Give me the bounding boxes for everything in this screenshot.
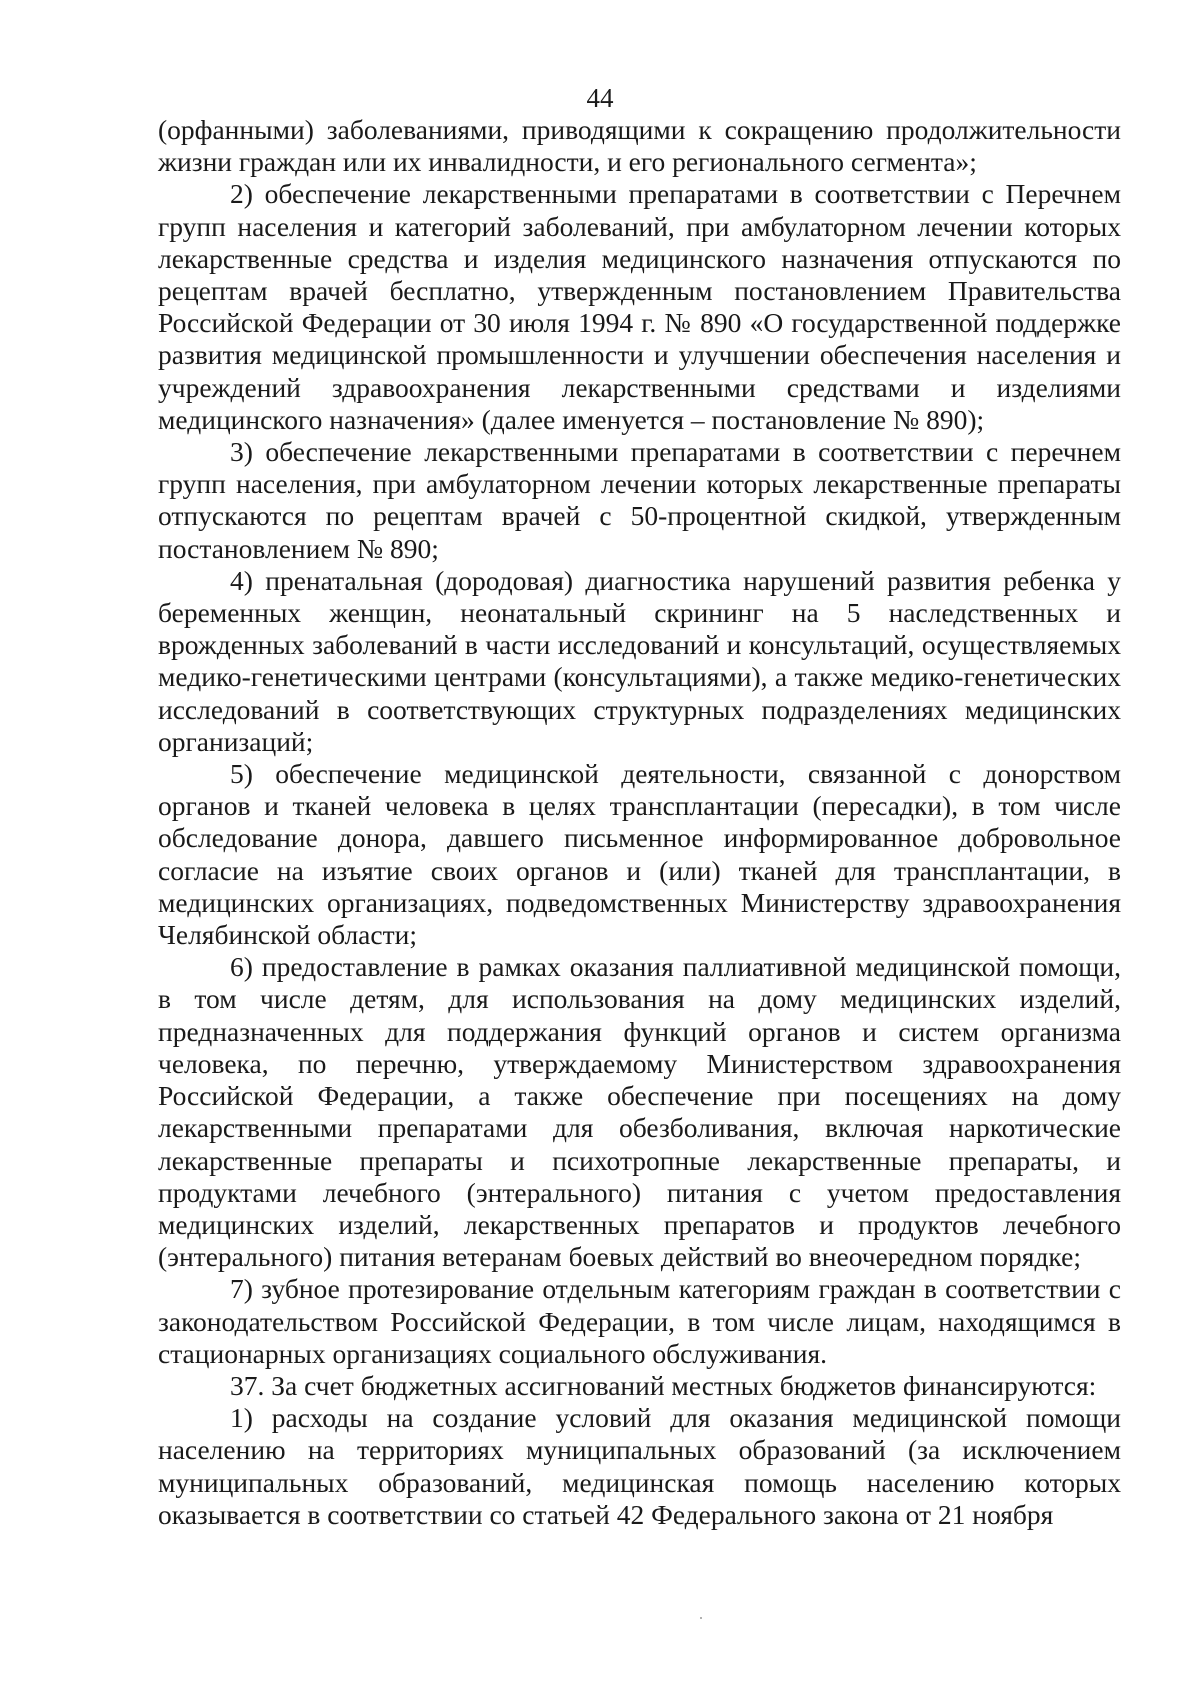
paragraph-item-2: 2) обеспечение лекарственными препаратами в соответствии с Перечнем групп населения и категорий заболеваний, при амбулаторном лечении которых лекарственные средства и изделия медицинского назначения отпускаются по рецептам врачей бесплатно, утвержденным постановлением Правительства Российской Федерации от 30 июля 1994 г. № 890 «О государственной поддержке развития медицинской промышленности и улучшении обеспечения населения и учреждений здравоохранения лекарственными средствами и изделиями медицинского назначения» (далее именуется – постановление № 890); <box>158 178 1121 435</box>
paragraph-item-7: 7) зубное протезирование отдельным категориям граждан в соответствии с законодательством Российской Федерации, в том числе лицам, находящимся в стационарных организациях социального обслуживания. <box>158 1273 1121 1369</box>
paragraph-item-5: 5) обеспечение медицинской деятельности, связанной с донорством органов и тканей человека в целях трансплантации (пересадки), в том числе обследование донора, давшего письменное информированное добровольное согласие на изъятие своих органов и (или) тканей для трансплантации, в медицинских организациях, подведомственных Министерству здравоохранения Челябинской области; <box>158 758 1121 951</box>
paragraph-section-37: 37. За счет бюджетных ассигнований местных бюджетов финансируются: <box>230 1369 1097 1401</box>
scan-speck <box>700 1617 702 1619</box>
document-body <box>158 114 1121 1531</box>
paragraph-continuation: (орфанными) заболеваниями, приводящими к сокращению продолжительности жизни граждан или их инвалидности, и его регионального сегмента»; <box>158 114 1121 178</box>
paragraph-item-4: 4) пренатальная (дородовая) диагностика нарушений развития ребенка у беременных женщин, неонатальный скрининг на 5 наследственных и врожденных заболеваний в части исследований и консультаций, осуществляемых медико-генетическими центрами (консультациями), а также медико-генетических исследований в соответствующих структурных подразделениях медицинских организаций; <box>158 564 1121 757</box>
paragraph-item-3: 3) обеспечение лекарственными препаратами в соответствии с перечнем групп населения, при амбулаторном лечении которых лекарственные препараты отпускаются по рецептам врачей с 50-процентной скидкой, утвержденным постановлением № 890; <box>158 436 1121 564</box>
paragraph-section-37-item-1: 1) расходы на создание условий для оказания медицинской помощи населению на территориях муниципальных образований (за исключением муниципальных образований, медицинская помощь населению которых оказывается в соответствии со статьей 42 Федерального закона от 21 ноября <box>158 1402 1121 1530</box>
page-number: 44 <box>586 83 614 113</box>
paragraph-item-6: 6) предоставление в рамках оказания паллиативной медицинской помощи, в том числе детям, для использования на дому медицинских изделий, предназначенных для поддержания функций органов и систем организма человека, по перечню, утверждаемому Министерством здравоохранения Российской Федерации, а также обеспечение при посещениях на дому лекарственными препаратами для обезболивания, включая наркотические лекарственные препараты и психотропные лекарственные препараты, и продуктами лечебного (энтерального) питания с учетом предоставления медицинских изделий, лекарственных препаратов и продуктов лечебного (энтерального) питания ветеранам боевых действий во внеочередном порядке; <box>158 951 1121 1273</box>
